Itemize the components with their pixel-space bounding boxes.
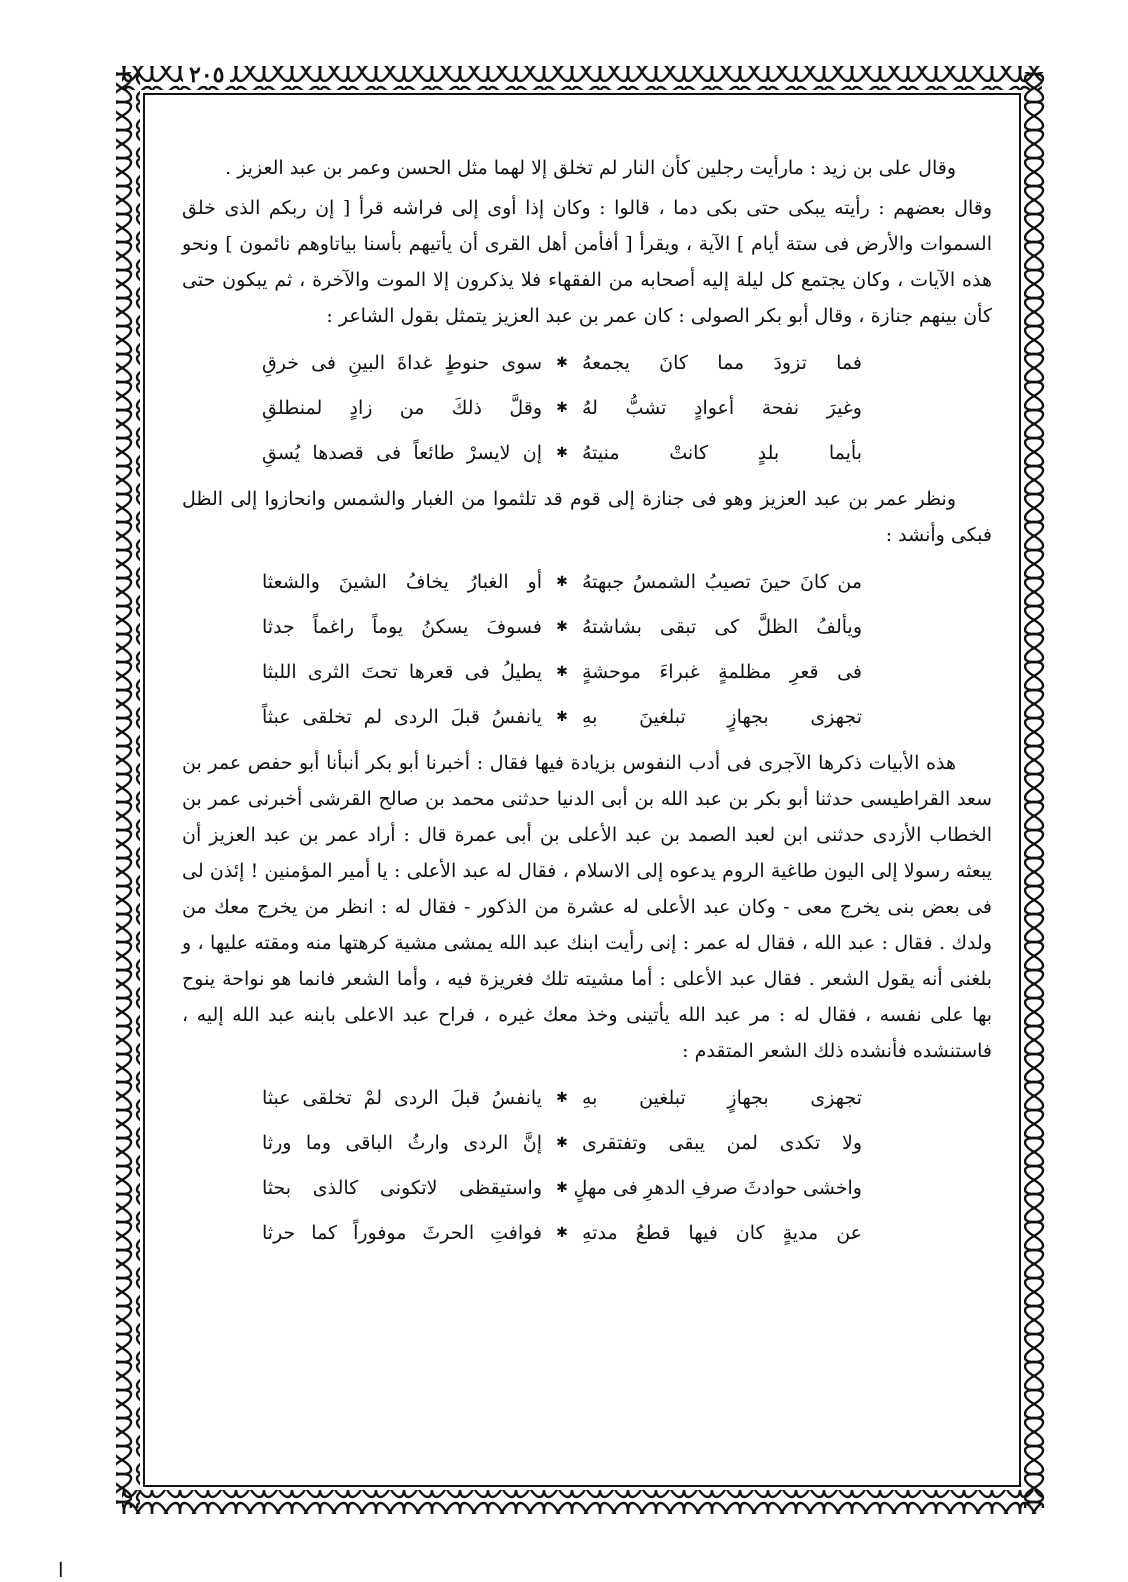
- verse-second-hemistich: فوافتِ الحرثَ موفوراً كما حرثا: [262, 1221, 542, 1244]
- page-number: ٢٠٥: [183, 64, 230, 86]
- verse-separator-icon: ✱: [556, 1089, 568, 1106]
- paragraph: ونظر عمر بن عبد العزيز وهو فى جنازة إلى قوم قد تلثموا من الغبار والشمس وانحازوا إلى الظل فبكى وأنشد :: [182, 488, 992, 546]
- verse-first-hemistich: واخشى حوادثَ صرفِ الدهرِ فى مهلٍ: [573, 1176, 862, 1199]
- verse-separator-icon: ✱: [556, 573, 568, 590]
- paragraph: هذه الأبيات ذكرها الآجرى فى أدب النفوس بزيادة فيها فقال : أخبرنا أبو بكر أنبأنا أبو حفص عمر بن سعد القراطيسى حدثنا أبو بكر بن عبد الله بن أبى الدنيا حدثنى محمد بن صالح القرشى أخبرنى عمر بن الخطاب الأزدى حدثنى ابن لعبد الصمد بن عبد الأعلى بن أبى عمرة قال : أراد عمر بن عبد العزيز أن يبعثه رسولا إلى اليون طاغية الروم يدعوه إلى الاسلام ، فقال له عبد الأعلى : يا أمير المؤمنين ! إئذن لى فى بعض بنى يخرج معى - وكان عبد الأعلى له عشرة من الذكور - فقال له : انظر من يخرج معك من ولدك . فقال : عبد الله ، فقال له عمر : إنى رأيت ابنك عبد الله يمشى مشية كرهتها منه ومقته عليها ، و بلغنى أنه يقول الشعر . فقال عبد الأعلى : أما مشيته تلك فغريزة فيه ، وأما الشعر فانما هو نواحة ينوح بها على نفسه ، فقال له : مر عبد الله يأتينى وخذ معك غيره ، فراح عبد الاعلى بابنه عبد الله إليه ، فاستنشده فأنشده ذلك الشعر المتقدم :: [182, 752, 992, 1062]
- verse-separator-icon: ✱: [556, 444, 568, 461]
- verse-separator-icon: ✱: [556, 618, 568, 635]
- verse-first-hemistich: عن مديةٍ كان فيها قطعُ مدتهِ: [582, 1221, 862, 1244]
- poem: [262, 1075, 862, 1255]
- verse-second-hemistich: يطيلُ فى قعرها تحتَ الثرى اللبثا: [262, 660, 542, 683]
- verse-second-hemistich: إنَّ الردى وارثُ الباقى وما ورثا: [262, 1131, 542, 1154]
- verse: [262, 385, 862, 430]
- verse: [262, 1165, 862, 1210]
- verse-second-hemistich: يانفسُ قبلَ الردى لمْ تخلقى عبثا: [262, 1086, 542, 1109]
- verse: [262, 1120, 862, 1165]
- page-body: [182, 150, 992, 1261]
- verse-separator-icon: ✱: [556, 1134, 568, 1151]
- verse-first-hemistich: من كانَ حينَ تصيبُ الشمسُ جبهتهُ: [582, 570, 862, 593]
- verse-separator-icon: ✱: [556, 708, 568, 725]
- poem: [262, 559, 862, 739]
- paragraph: وقال بعضهم : رأيته يبكى حتى بكى دما ، قالوا : وكان إذا أوى إلى فراشه قرأ [ إن ربكم الذى خلق السموات والأرض فى ستة أيام ] الآية ، ويقرأ [ أفأمن أهل القرى أن يأتيهم بأسنا بياتاوهم نائمون ] ونحو هذه الآيات ، وكان يجتمع كل ليلة إليه أصحابه من الفقهاء فلا يذكرون إلا الموت والآخرة ، ثم يبكون حتى كأن بينهم جنازة ، وقال أبو بكر الصولى : كان عمر بن عبد العزيز يتمثل بقول الشاعر :: [182, 197, 993, 327]
- verse: [262, 559, 862, 604]
- verse: [262, 649, 862, 694]
- verse: [262, 694, 862, 739]
- verse-second-hemistich: واستيقظى لاتكونى كالذى بحثا: [262, 1176, 542, 1199]
- verse-second-hemistich: يانفسُ قبلَ الردى لم تخلقى عبثاً: [262, 705, 542, 728]
- verse-first-hemistich: ويألفُ الظلَّ كى تبقى بشاشتهُ: [582, 615, 862, 638]
- verse: [262, 340, 862, 385]
- verse-second-hemistich: سوى حنوطٍ غداةَ البينِ فى خرقِ: [262, 351, 542, 374]
- verse-first-hemistich: وغيرَ نفحة أعوادٍ تشبُّ لهُ: [582, 396, 862, 419]
- verse-first-hemistich: تجهزى بجهازٍ تبلغينَ بهِ: [582, 705, 862, 728]
- verse: [262, 604, 862, 649]
- verse-first-hemistich: تجهزى بجهازٍ تبلغين بهِ: [582, 1086, 862, 1109]
- verse-first-hemistich: بأيما بلدٍ كانتْ منيتهُ: [582, 441, 862, 464]
- verse-first-hemistich: ولا تكدى لمن يبقى وتفتقرى: [582, 1131, 862, 1154]
- verse: [262, 1075, 862, 1120]
- verse-separator-icon: ✱: [556, 1179, 568, 1196]
- verse: [262, 1210, 862, 1255]
- verse-second-hemistich: أو الغبارُ يخافُ الشينَ والشعثا: [262, 570, 542, 593]
- verse-separator-icon: ✱: [556, 1224, 568, 1241]
- margin-mark: ا: [58, 1558, 64, 1582]
- paragraph: وقال على بن زيد : مارأيت رجلين كأن النار لم تخلق إلا لهما مثل الحسن وعمر بن عبد العزيز .: [225, 157, 956, 179]
- verse-second-hemistich: وقلَّ ذلكَ من زادٍ لمنطلقِ: [262, 396, 542, 419]
- verse: [262, 430, 862, 475]
- verse-second-hemistich: فسوفَ يسكنُ يوماً راغماً جدثا: [262, 615, 542, 638]
- poem: [262, 340, 862, 475]
- verse-first-hemistich: فى قعرِ مظلمةٍ غبراءَ موحشةٍ: [582, 660, 862, 683]
- verse-first-hemistich: فما تزودَ مما كانَ يجمعهُ: [582, 351, 862, 374]
- verse-separator-icon: ✱: [556, 399, 568, 416]
- verse-separator-icon: ✱: [556, 354, 568, 371]
- verse-separator-icon: ✱: [556, 663, 568, 680]
- verse-second-hemistich: إن لايسرْ طائعاً فى قصدها يُسقِ: [262, 441, 542, 464]
